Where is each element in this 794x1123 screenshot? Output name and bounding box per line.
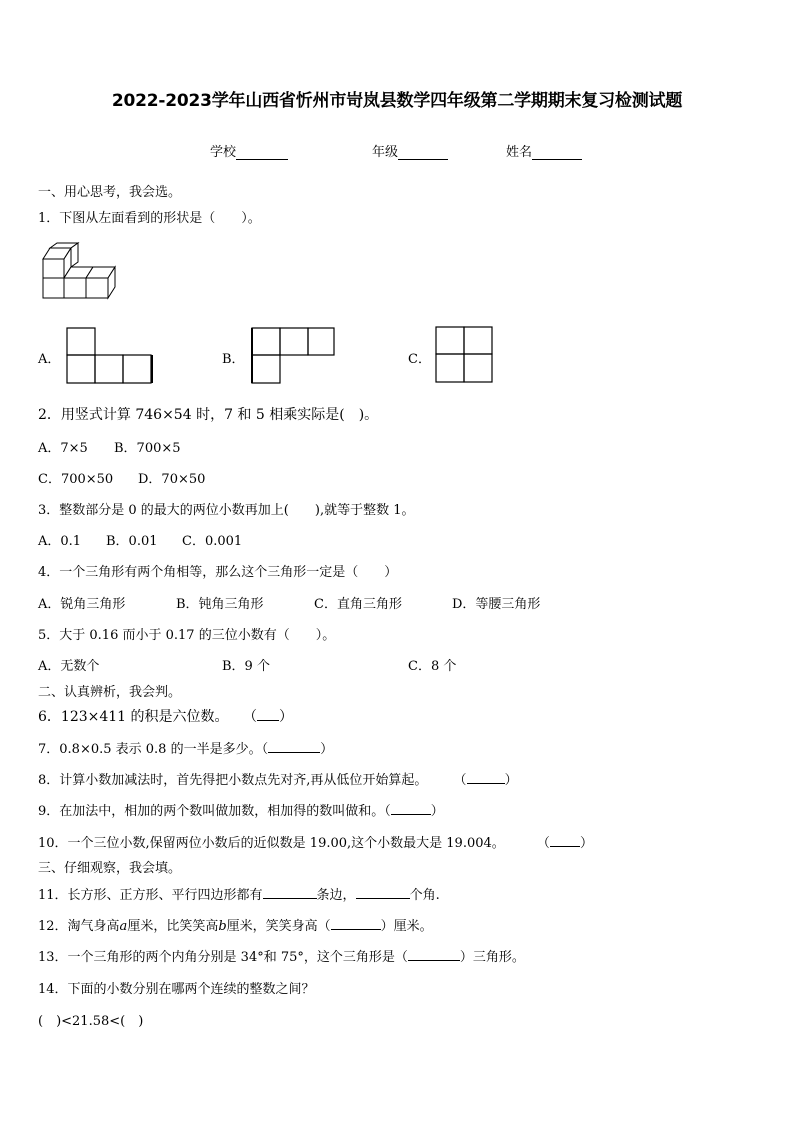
q2-option-d[interactable]: D．70×50 (138, 472, 206, 487)
q2-option-c[interactable]: C．700×50 (38, 472, 114, 487)
question-7-text: 7．0.8×0.5 表示 0.8 的一半是多少。 (38, 742, 262, 757)
q1-option-b-figure (250, 327, 338, 385)
question-13: 13．一个三角形的两个内角分别是 34°和 75°，这个三角形是（ ）三角形。 (38, 950, 525, 965)
q4-option-a[interactable]: A．锐角三角形 (38, 597, 126, 612)
question-7 (38, 738, 333, 757)
section-heading-2: 二、认真辨析，我会判。 (38, 685, 182, 700)
school-blank[interactable] (236, 146, 288, 160)
answer-paren[interactable]: （ ） (536, 836, 593, 851)
question-12: 12．淘气身高a厘米，比笑笑高b厘米，笑笑身高（ ）厘米。 (38, 919, 433, 934)
school-field[interactable] (210, 141, 288, 160)
q3-option-a[interactable]: A．0.1 (38, 534, 82, 549)
question-3: 3．整数部分是 0 的最大的两位小数再加上( ),就等于整数 1。 (38, 503, 415, 518)
question-1: 1．下图从左面看到的形状是（ ）。 (38, 211, 261, 226)
question-11: 11．长方形、正方形、平行四边形都有 条边， 个角. (38, 888, 440, 903)
page-title: 2022-2023学年山西省忻州市岢岚县数学四年级第二学期期末复习检测试题 (111, 91, 683, 111)
answer-paren[interactable]: （ ） (242, 709, 293, 725)
question-6-text: 6．123×411 的积是六位数。 (38, 709, 229, 725)
q2-option-a[interactable]: A．7×5 (38, 441, 88, 456)
q4-option-d[interactable]: D．等腰三角形 (452, 597, 541, 612)
question-2: 2．用竖式计算 746×54 时，7 和 5 相乘实际是( )。 (38, 407, 379, 423)
q4-option-b[interactable]: B．钝角三角形 (176, 597, 264, 612)
fill-blank[interactable] (331, 917, 381, 930)
q5-option-c[interactable]: C．8 个 (408, 659, 457, 674)
question-8 (38, 769, 518, 788)
section-heading-3: 三、仔细观察，我会填。 (38, 861, 182, 876)
question-6 (38, 706, 293, 726)
question-4: 4．一个三角形有两个角相等，那么这个三角形一定是（ ） (38, 565, 398, 580)
name-label: 姓名 (506, 145, 533, 160)
q1-option-b-label[interactable]: B． (222, 352, 245, 367)
question-8-text: 8．计算小数加减法时，首先得把小数点先对齐,再从低位开始算起。 (38, 773, 428, 788)
q5-option-a[interactable]: A．无数个 (38, 659, 100, 674)
grade-blank[interactable] (398, 146, 448, 160)
question-14-expression[interactable]: ( )<21.58<( ) (38, 1014, 144, 1029)
answer-paren[interactable]: （ ） (261, 742, 334, 757)
q3-option-c[interactable]: C．0.001 (182, 534, 243, 549)
cube-figure (40, 242, 120, 302)
q1-option-a-label[interactable]: A． (38, 352, 61, 367)
q1-option-c-figure (435, 326, 495, 384)
fill-blank[interactable] (408, 948, 460, 961)
answer-paren[interactable]: （ ） (453, 773, 518, 788)
question-9-text: 9．在加法中，相加的两个数叫做加数，相加得的数叫做和。 (38, 804, 385, 819)
q5-option-b[interactable]: B．9 个 (222, 659, 270, 674)
q1-option-c-label[interactable]: C． (408, 352, 431, 367)
section-heading-1: 一、用心思考，我会选。 (38, 185, 182, 200)
q2-option-b[interactable]: B．700×5 (114, 441, 181, 456)
name-field[interactable] (506, 141, 582, 160)
name-blank[interactable] (532, 146, 582, 160)
grade-label: 年级 (372, 145, 399, 160)
question-10 (38, 832, 593, 851)
fill-blank[interactable] (263, 886, 317, 899)
question-9 (38, 800, 444, 819)
grade-field[interactable] (372, 141, 448, 160)
question-5: 5．大于 0.16 而小于 0.17 的三位小数有（ ）。 (38, 628, 336, 643)
variable-a: a (119, 919, 128, 934)
q4-option-c[interactable]: C．直角三角形 (314, 597, 402, 612)
q1-option-a-figure (66, 327, 154, 385)
school-label: 学校 (210, 145, 237, 160)
variable-b: b (218, 919, 227, 934)
answer-paren[interactable]: （ ） (384, 804, 444, 819)
question-10-text: 10．一个三位小数,保留两位小数后的近似数是 19.00,这个小数最大是 19.004。 (38, 836, 505, 851)
question-14: 14．下面的小数分别在哪两个连续的整数之间？ (38, 982, 315, 997)
q3-option-b[interactable]: B．0.01 (106, 534, 158, 549)
fill-blank[interactable] (356, 886, 410, 899)
